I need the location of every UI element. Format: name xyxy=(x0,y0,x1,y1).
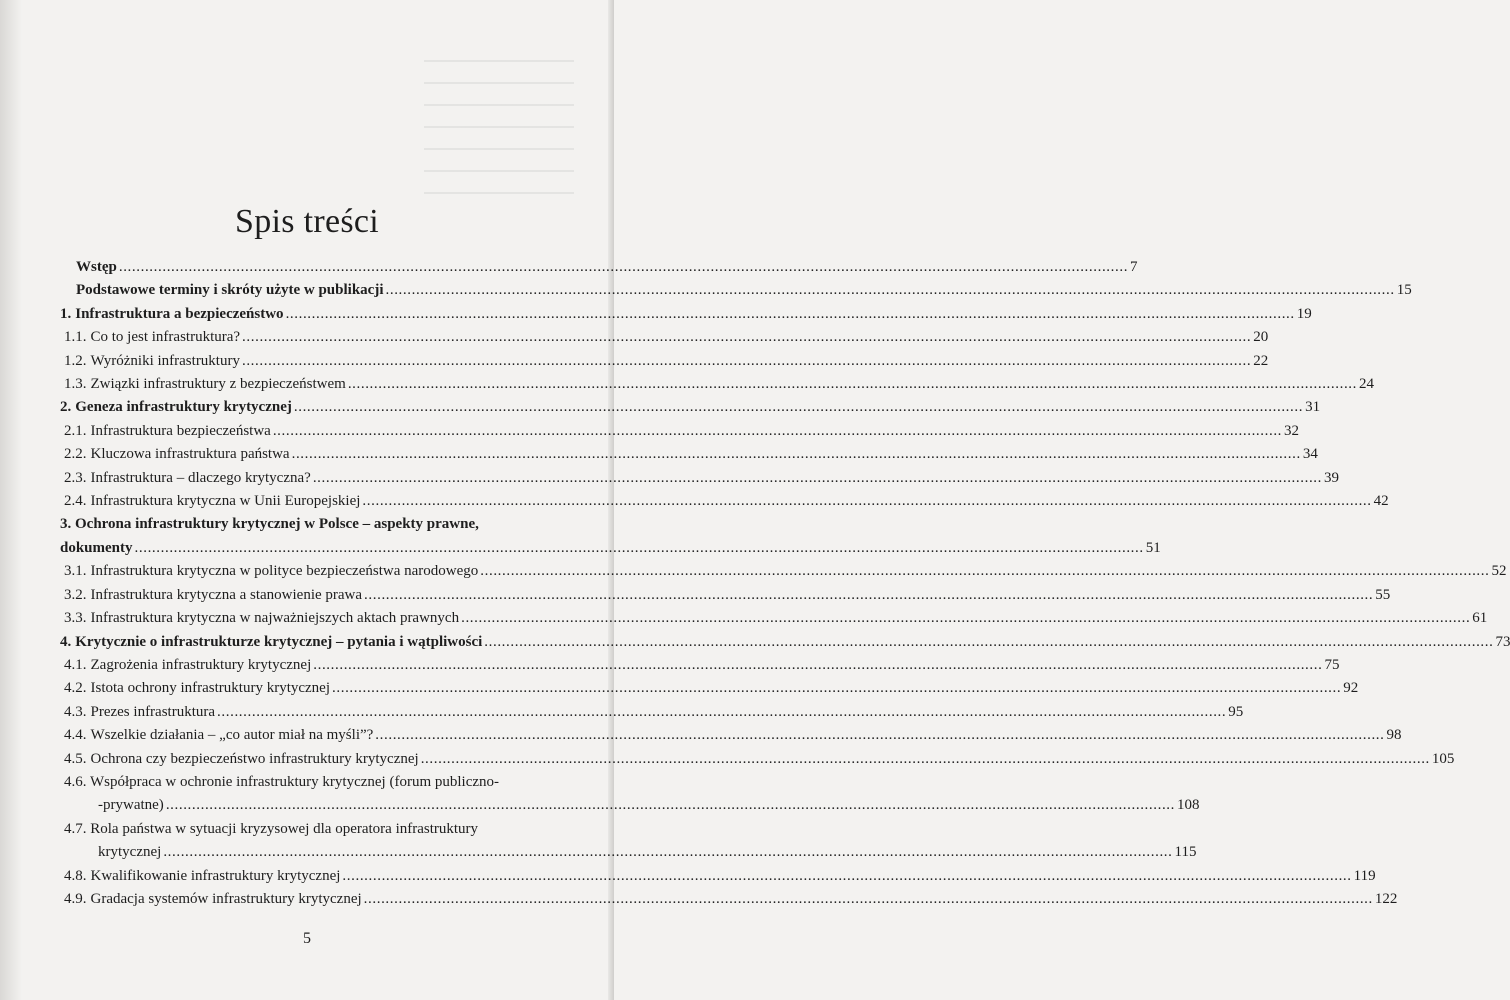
toc-entry xyxy=(60,467,1340,490)
toc-entry-label: dokumenty xyxy=(60,539,133,556)
toc-entry-label: Podstawowe terminy i skróty użyte w publikacji xyxy=(76,282,384,299)
toc-entry xyxy=(60,584,1391,607)
toc-entry-number: 3.1. xyxy=(64,563,87,580)
dot-leader xyxy=(242,326,1251,349)
toc-entry xyxy=(60,350,1269,373)
toc-entry xyxy=(60,303,1312,326)
toc-entry-label: Ochrona czy bezpieczeństwo infrastruktury krytycznej xyxy=(90,750,419,767)
toc-entry xyxy=(60,396,1321,419)
toc-entry xyxy=(60,420,1300,443)
toc-entry-label: Zagrożenia infrastruktury krytycznej xyxy=(90,656,312,673)
toc-entry-page: 95 xyxy=(1228,703,1244,720)
toc-entry-page: 122 xyxy=(1374,890,1398,907)
toc-entry-page: 73 xyxy=(1495,633,1510,650)
toc-entry-page: 75 xyxy=(1324,656,1340,673)
toc-entry-page: 52 xyxy=(1491,563,1507,580)
toc-entry-label: krytycznej xyxy=(98,844,162,861)
dot-leader xyxy=(332,677,1341,700)
dot-leader xyxy=(313,467,1322,490)
toc-entry xyxy=(60,560,1507,583)
toc-entry-page: 39 xyxy=(1324,469,1340,486)
dot-leader xyxy=(135,537,1144,560)
toc-entry-label-line1: Rola państwa w sytuacji kryzysowej dla operatora infrastruktury xyxy=(90,820,479,837)
toc-entry-label-line1: Ochrona infrastruktury krytycznej w Polsce – aspekty prawne, xyxy=(75,516,479,533)
toc-entry-number: 3.3. xyxy=(64,610,87,627)
toc-entry-label: Wstęp xyxy=(76,259,117,275)
dot-leader xyxy=(286,303,1295,326)
dot-leader xyxy=(166,794,1175,817)
toc-entry xyxy=(60,490,1389,513)
dot-leader xyxy=(480,560,1489,583)
dot-leader xyxy=(294,396,1303,419)
dot-leader xyxy=(375,724,1384,747)
toc-entry-label: -prywatne) xyxy=(98,797,164,814)
toc-entry xyxy=(60,256,1138,279)
dot-leader xyxy=(461,607,1470,630)
dot-leader xyxy=(386,279,1395,302)
toc-entry-page: 55 xyxy=(1375,586,1391,603)
toc-entry xyxy=(60,373,1375,396)
toc-entry-number: 1.3. xyxy=(64,376,87,393)
toc-entry-page: 19 xyxy=(1296,305,1312,322)
toc-entry-number: 4.6. xyxy=(64,773,87,790)
toc-entry-page: 20 xyxy=(1253,329,1269,346)
toc-entry xyxy=(60,888,1398,911)
toc-entry-number: 4.4. xyxy=(64,727,87,744)
toc-entry-label: Wyróżniki infrastruktury xyxy=(90,352,240,369)
toc-entry-number: 2.2. xyxy=(64,446,87,463)
toc-entry-label: Związki infrastruktury z bezpieczeństwem xyxy=(90,376,346,393)
dot-leader xyxy=(163,841,1172,864)
toc-entry-page: 98 xyxy=(1386,727,1402,744)
toc-entry-first-line xyxy=(64,771,596,794)
toc-entry-first-line xyxy=(60,513,596,536)
toc-entry-page: 22 xyxy=(1253,352,1269,369)
toc-entry-label: Prezes infrastruktura xyxy=(90,703,216,720)
toc-entry xyxy=(60,677,1359,700)
toc-entry-label: Infrastruktura bezpieczeństwa xyxy=(90,422,271,439)
toc-entry-label: Wszelkie działania – „co autor miał na myśli”? xyxy=(90,727,374,744)
toc-entry-page: 92 xyxy=(1343,680,1359,697)
show-through-text xyxy=(424,60,574,200)
toc-entry-label: Krytycznie o infrastrukturze krytycznej – pytania i wątpliwości xyxy=(75,633,483,650)
toc-entry-page: 61 xyxy=(1472,610,1488,627)
toc-entry-page: 108 xyxy=(1177,797,1200,814)
page-gutter-shadow xyxy=(0,0,22,1000)
dot-leader xyxy=(242,350,1251,373)
dot-leader xyxy=(364,584,1373,607)
toc-entry-first-line xyxy=(64,818,596,841)
toc-entry xyxy=(60,724,1402,747)
dot-leader xyxy=(292,443,1301,466)
dot-leader xyxy=(484,631,1493,654)
toc-entry xyxy=(60,607,1488,630)
toc-entry xyxy=(60,818,1197,865)
toc-entry-label: Infrastruktura krytyczna a stanowienie prawa xyxy=(90,586,363,603)
toc-entry-label: Istota ochrony infrastruktury krytycznej xyxy=(90,680,331,697)
toc-entry-label: Infrastruktura krytyczna w najważniejszych aktach prawnych xyxy=(90,610,460,627)
toc-entry-number: 1.2. xyxy=(64,352,87,369)
toc-entry-number: 4.7. xyxy=(64,820,87,837)
toc-entry-page: 51 xyxy=(1145,539,1161,556)
dot-leader xyxy=(342,865,1351,888)
dot-leader xyxy=(364,888,1373,911)
toc-entry-number: 4.1. xyxy=(64,656,87,673)
toc-entry xyxy=(60,865,1376,888)
toc-entry xyxy=(60,654,1340,677)
toc-entry-label-line1: Współpraca w ochronie infrastruktury krytycznej (forum publiczno- xyxy=(89,773,500,790)
toc-entry-number: 4.5. xyxy=(64,750,87,767)
toc-entry-page: 24 xyxy=(1359,376,1375,393)
toc-entry-page: 32 xyxy=(1284,422,1300,439)
toc-entry-label: Kwalifikowanie infrastruktury krytycznej xyxy=(90,867,341,884)
toc-entry-page: 7 xyxy=(1130,259,1138,275)
toc-entry-number: 4.8. xyxy=(64,867,87,884)
toc-entry xyxy=(60,701,1244,724)
dot-leader xyxy=(362,490,1371,513)
toc-entry-label: Infrastruktura krytyczna w polityce bezpieczeństwa narodowego xyxy=(90,563,479,580)
toc-entry-label: Geneza infrastruktury krytycznej xyxy=(75,399,292,416)
toc-entry-page: 34 xyxy=(1302,446,1318,463)
dot-leader xyxy=(421,748,1430,771)
toc-entry xyxy=(60,443,1318,466)
toc-entry-label: Infrastruktura krytyczna w Unii Europejskiej xyxy=(90,493,361,510)
toc-entry-page: 119 xyxy=(1353,867,1376,884)
toc-entry-page: 15 xyxy=(1396,282,1412,299)
dot-leader xyxy=(119,256,1128,279)
toc-entry-number: 1. xyxy=(60,305,72,322)
toc-entry-label: Kluczowa infrastruktura państwa xyxy=(90,446,290,463)
dot-leader xyxy=(313,654,1322,677)
toc-entry xyxy=(60,326,1269,349)
toc-entry xyxy=(60,771,1200,818)
toc-entry-number: 2.3. xyxy=(64,469,87,486)
toc-entry-label: Infrastruktura a bezpieczeństwo xyxy=(75,305,284,322)
toc-entry-number: 2. xyxy=(60,399,72,416)
page-number: 5 xyxy=(303,930,311,947)
toc-entry-page: 31 xyxy=(1305,399,1321,416)
toc-entry-page: 105 xyxy=(1431,750,1455,767)
toc-entry-number: 4.9. xyxy=(64,890,87,907)
toc-entry-page: 115 xyxy=(1174,844,1197,861)
dot-leader xyxy=(348,373,1357,396)
toc-entry xyxy=(60,279,1412,302)
toc-entry xyxy=(60,748,1455,771)
toc-entry-number: 3. xyxy=(60,516,72,533)
toc-entry xyxy=(60,513,1161,560)
page-title: Spis treści xyxy=(234,202,379,240)
toc-entry-number: 3.2. xyxy=(64,586,87,603)
toc-entry-page: 42 xyxy=(1373,493,1389,510)
toc-entry-label: Gradacja systemów infrastruktury krytycznej xyxy=(90,890,362,907)
table-of-contents xyxy=(60,256,1510,911)
toc-entry xyxy=(60,631,1510,654)
toc-entry-number: 4.2. xyxy=(64,680,87,697)
toc-entry-number: 4. xyxy=(60,633,72,650)
toc-entry-label: Co to jest infrastruktura? xyxy=(90,329,241,346)
toc-entry-label: Infrastruktura – dlaczego krytyczna? xyxy=(90,469,311,486)
dot-leader xyxy=(273,420,1282,443)
toc-entry-number: 2.4. xyxy=(64,493,87,510)
toc-entry-number: 2.1. xyxy=(64,422,87,439)
dot-leader xyxy=(217,701,1226,724)
toc-entry-number: 1.1. xyxy=(64,329,87,346)
toc-entry-number: 4.3. xyxy=(64,703,87,720)
